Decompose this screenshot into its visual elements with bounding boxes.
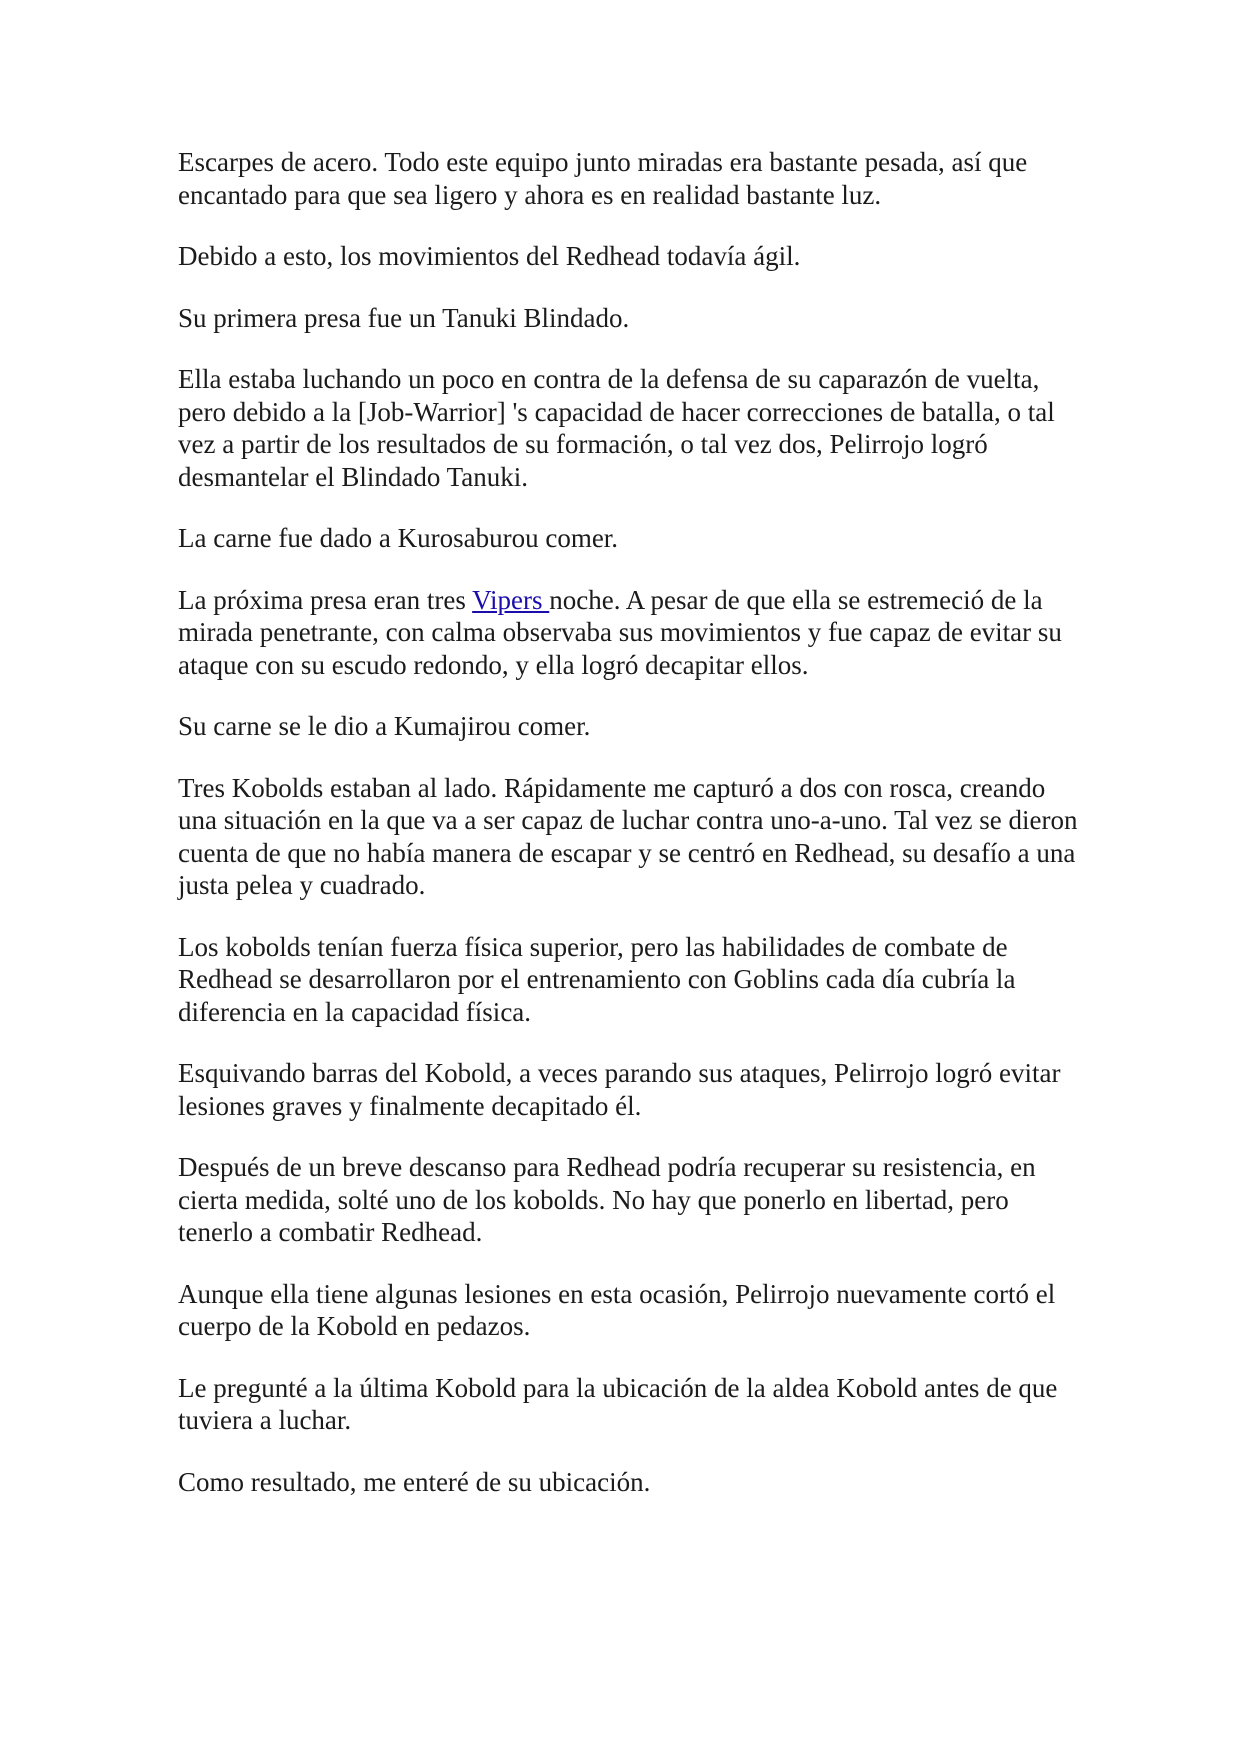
- paragraph: Escarpes de acero. Todo este equipo junto miradas era bastante pesada, así que encantado para que sea ligero y ahora es en realidad bastante luz.: [178, 147, 1028, 210]
- paragraph: La carne fue dado a Kurosaburou comer.: [178, 523, 619, 553]
- paragraph: Esquivando barras del Kobold, a veces parando sus ataques, Pelirrojo logró evitar lesiones graves y finalmente decapitado él.: [178, 1058, 1061, 1121]
- paragraph: Como resultado, me enteré de su ubicación.: [178, 1466, 651, 1497]
- paragraph: Su carne se le dio a Kumajirou comer.: [178, 711, 591, 741]
- paragraph: Le pregunté a la última Kobold para la ubicación de la aldea Kobold antes de que tuviera a luchar.: [178, 1372, 1058, 1435]
- paragraph: Los kobolds tenían fuerza física superior, pero las habilidades de combate de Redhead se desarrollaron por el entrenamiento con Goblins cada día cubría la diferencia en la capacidad física.: [178, 931, 1016, 1027]
- paragraph: Debido a esto, los movimientos del Redhead todavía ágil.: [178, 241, 801, 271]
- paragraph: Tres Kobolds estaban al lado. Rápidamente me capturó a dos con rosca, creando una situación en la que va a ser capaz de luchar contra uno-a-uno. Tal vez se dieron cuenta de que no había manera de escapar y se centró en Redhead, su desafío a una justa pelea y cuadrado.: [178, 772, 1078, 900]
- paragraph-text-after-link: noche. A pesar de que ella se estremeció de la mirada penetrante, con calma observaba sus movimientos y fue capaz de evitar su ataque con su escudo redondo, y ella logró decapitar ellos.: [178, 584, 1062, 680]
- document-body: [178, 146, 1083, 1527]
- paragraph-text-before-link: La próxima presa eran tres: [178, 584, 473, 615]
- paragraph: Ella estaba luchando un poco en contra de la defensa de su caparazón de vuelta, pero debido a la [Job-Warrior] 's capacidad de hacer correcciones de batalla, o tal vez a partir de los resultados de su formación, o tal vez dos, Pelirrojo logró desmantelar el Blindado Tanuki.: [178, 364, 1055, 492]
- paragraph: Su primera presa fue un Tanuki Blindado.: [178, 302, 630, 333]
- paragraph: Aunque ella tiene algunas lesiones en esta ocasión, Pelirrojo nuevamente cortó el cuerpo de la Kobold en pedazos.: [178, 1278, 1056, 1341]
- paragraph-with-link: [178, 584, 1083, 682]
- vipers-link[interactable]: Vipers: [472, 584, 550, 615]
- paragraph: Después de un breve descanso para Redhead podría recuperar su resistencia, en cierta medida, solté uno de los kobolds. No hay que ponerlo en libertad, pero tenerlo a combatir Redhead.: [178, 1152, 1036, 1247]
